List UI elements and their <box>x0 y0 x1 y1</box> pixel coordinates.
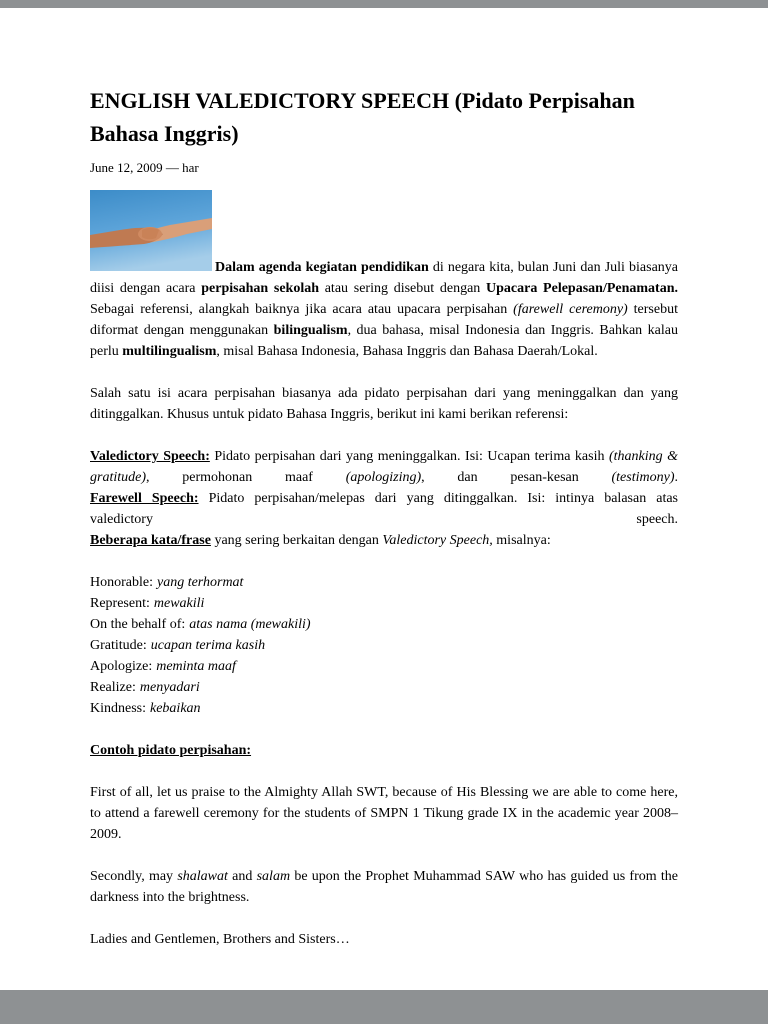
text-run: Dalam agenda kegiatan pendidikan <box>215 260 429 275</box>
text-run: Pidato perpisahan dari yang meninggalkan. Isi: Ucapan terima kasih <box>209 449 609 464</box>
word-list-item <box>90 677 678 698</box>
text-run: (thanking & gratitude) <box>90 449 679 485</box>
word-value: mewakili <box>153 596 205 611</box>
word-list-item <box>90 698 678 719</box>
word-label: Apologize: <box>90 659 153 674</box>
text-run: Secondly, may <box>90 869 178 884</box>
document-page <box>0 8 768 990</box>
text-run: Sebagai referensi, alangkah baiknya jika acara atau upacara perpisahan <box>90 302 514 317</box>
farewell-definition <box>90 488 678 530</box>
viewer-top-margin <box>0 0 768 8</box>
word-value: atas nama (mewakili) <box>189 617 311 632</box>
text-run: , permohonan maaf <box>146 470 346 485</box>
reference-paragraph: Salah satu isi acara perpisahan biasanya ada pidato perpisahan dari yang meninggalkan dan yang ditinggalkan. Khusus untuk pidato Bahasa Inggris, berikut ini kami berikan referensi: <box>90 386 678 422</box>
word-label: Realize: <box>90 680 136 695</box>
text-run: , dan pesan-kesan <box>421 470 612 485</box>
word-value: ucapan terima kasih <box>150 638 266 653</box>
word-value: meminta maaf <box>156 659 236 674</box>
valedictory-definition <box>90 446 678 488</box>
word-list-item <box>90 614 678 635</box>
text-run: , misal Bahasa Indonesia, Bahasa Inggris dan Bahasa Daerah/Lokal. <box>216 344 598 359</box>
word-label: Honorable: <box>90 575 153 590</box>
word-label: Represent: <box>90 596 150 611</box>
text-run: Pidato perpisahan/melepas dari yang ditinggalkan. Isi: intinya balasan atas valedictory speech. <box>90 491 678 527</box>
page-title: ENGLISH VALEDICTORY SPEECH (Pidato Perpisahan Bahasa Inggris) <box>90 88 635 146</box>
word-list-item <box>90 635 678 656</box>
text-run: multilingualism <box>122 344 217 359</box>
text-run: Valedictory Speech, <box>382 533 493 548</box>
text-run: . <box>674 470 678 485</box>
text-run: (apologizing) <box>345 470 422 485</box>
text-run: perpisahan sekolah <box>201 281 319 296</box>
text-run: Beberapa kata/frase <box>90 533 211 548</box>
text-run: be upon the Prophet Muhammad SAW who has guided us from the darkness into the brightness. <box>90 869 678 905</box>
text-run: (farewell ceremony) <box>513 302 628 317</box>
text-run: tersebut diformat dengan menggunakan <box>90 302 678 338</box>
text-run: atau sering disebut dengan <box>319 281 487 296</box>
handshake-photo <box>90 190 212 271</box>
example-heading <box>90 740 678 761</box>
word-value: kebaikan <box>150 701 201 716</box>
text-run: Valedictory Speech: <box>90 449 210 464</box>
text-run: bilingualism <box>273 323 348 338</box>
date-line: June 12, 2009 — har <box>90 160 199 175</box>
word-label: Kindness: <box>90 701 146 716</box>
speech-paragraph-secondly <box>90 866 678 908</box>
viewer-bottom-margin <box>0 990 768 1024</box>
word-value: menyadari <box>139 680 200 695</box>
word-value: yang terhormat <box>156 575 244 590</box>
text-run: Upacara Pelepasan/Penamatan. <box>486 281 679 296</box>
intro-paragraph <box>90 190 678 362</box>
text-run: and <box>227 869 257 884</box>
phrases-intro <box>90 530 678 551</box>
word-label: Gratitude: <box>90 638 147 653</box>
text-run: misalnya: <box>492 533 551 548</box>
word-list <box>90 572 678 719</box>
speech-paragraph-first: First of all, let us praise to the Almighty Allah SWT, because of His Blessing we are able to come here, to attend a farewell ceremony for the students of SMPN 1 Tikung grade IX in the academic year 2008–2009. <box>90 785 678 842</box>
text-run: di negara kita, bulan Juni dan Juli biasanya diisi dengan acara <box>90 260 678 296</box>
text-run: , dua bahasa, misal Indonesia dan Inggris. Bahkan kalau perlu <box>90 323 678 359</box>
word-list-item <box>90 572 678 593</box>
word-list-item <box>90 656 678 677</box>
text-run: shalawat <box>177 869 228 884</box>
text-run: (testimony) <box>611 470 675 485</box>
text-run: salam <box>256 869 291 884</box>
text-run: Farewell Speech: <box>90 491 199 506</box>
word-list-item <box>90 593 678 614</box>
example-heading-text: Contoh pidato perpisahan: <box>90 743 252 758</box>
word-label: On the behalf of: <box>90 617 186 632</box>
speech-paragraph-ladies: Ladies and Gentlemen, Brothers and Sisters… <box>90 932 350 947</box>
text-run: yang sering berkaitan dengan <box>210 533 383 548</box>
